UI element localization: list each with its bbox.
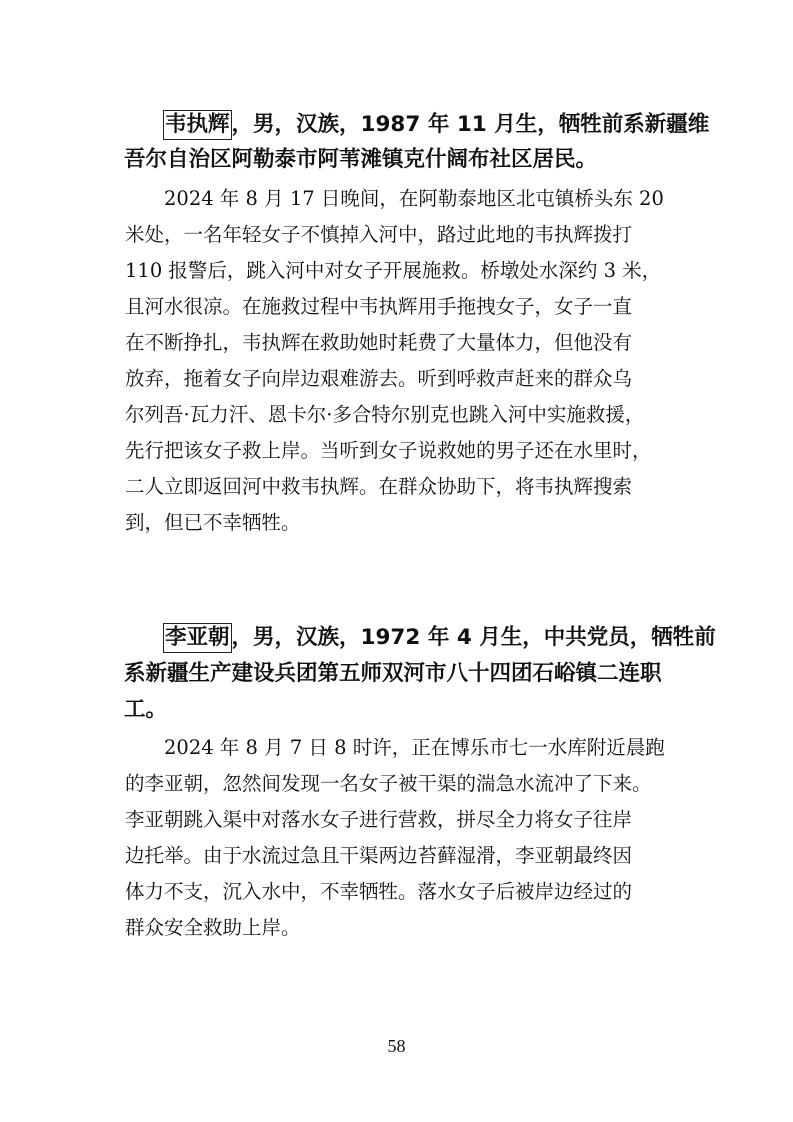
body-line: 米处，一名年轻女子不慎掉入河中，路过此地的韦执辉拨打 — [125, 223, 633, 246]
body-line: 二人立即返回河中救韦执辉。在群众协助下，将韦执辉搜索 — [125, 475, 633, 498]
body-line: 的李亚朝，忽然间发现一名女子被干渠的湍急水流冲了下来。 — [125, 772, 652, 795]
body-line: 2024 年 8 月 7 日 8 时许，正在博乐市七一水库附近晨跑 — [164, 736, 665, 759]
heading-line: 工。 — [124, 697, 168, 722]
body-line: 2024 年 8 月 17 日晚间，在阿勒泰地区北屯镇桥头东 20 — [164, 187, 664, 210]
body-line: 110 报警后，跳入河中对女子开展施救。桥墩处水深约 3 米， — [125, 259, 662, 282]
body-line: 到，但已不幸牺牲。 — [125, 511, 301, 534]
heading-text: ，男，汉族，1987 年 11 月生，牺牲前系新疆维 — [231, 112, 710, 137]
page-number: 58 — [387, 1036, 406, 1056]
heading-line: 系新疆生产建设兵团第五师双河市八十四团石峪镇二连职 — [124, 661, 662, 686]
body-line: 放弃，拖着女子向岸边艰难游去。听到呼救声赶来的群众乌 — [125, 367, 633, 390]
body-line: 且河水很凉。在施救过程中韦执辉用手拖拽女子，女子一直 — [125, 295, 633, 318]
body-line: 李亚朝跳入渠中对落水女子进行营救，拼尽全力将女子往岸 — [125, 808, 633, 831]
heading-text: ，男，汉族，1972 年 4 月生，中共党员，牺牲前 — [231, 625, 716, 650]
body-line: 体力不支，沉入水中，不幸牺牲。落水女子后被岸边经过的 — [125, 880, 633, 903]
heading-line: 吾尔自治区阿勒泰市阿苇滩镇克什阔布社区居民。 — [124, 147, 598, 172]
name-box-wei-zhihui: 韦执辉 — [163, 110, 232, 140]
heading-line — [163, 622, 716, 654]
heading-line — [163, 109, 709, 141]
body-line: 先行把该女子救上岸。当听到女子说救她的男子还在水里时， — [125, 439, 652, 462]
body-line: 在不断挣扎，韦执辉在救助她时耗费了大量体力，但他没有 — [125, 331, 633, 354]
body-line: 尔列吾·瓦力汗、恩卡尔·多合特尔别克也跳入河中实施救援， — [125, 403, 645, 426]
name-box-li-yachao: 李亚朝 — [163, 623, 232, 653]
body-line: 群众安全救助上岸。 — [125, 916, 301, 939]
body-line: 边托举。由于水流过急且干渠两边苔藓湿滑，李亚朝最终因 — [125, 844, 633, 867]
